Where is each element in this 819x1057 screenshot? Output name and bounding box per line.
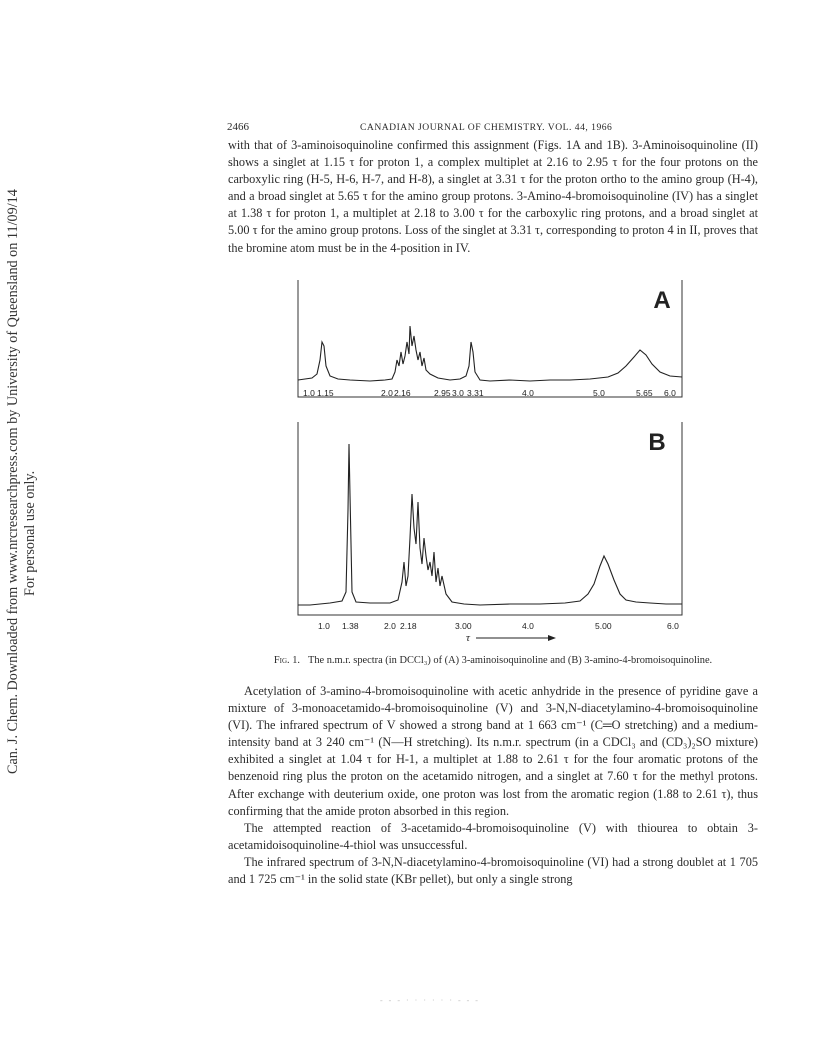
panel-a-label: A (653, 287, 671, 314)
tau-axis-symbol: τ (466, 632, 470, 642)
download-watermark (0, 0, 60, 1057)
journal-title: CANADIAN JOURNAL OF CHEMISTRY. VOL. 44, 1966 (360, 122, 613, 133)
tick-label: 1.0 (303, 388, 315, 398)
page-number: 2466 (227, 121, 249, 133)
tick-label: 2.95 (434, 388, 451, 398)
panel-a (298, 280, 682, 398)
tick-label: 5.65 (636, 388, 653, 398)
tick-label: 2.0 (384, 621, 396, 631)
tick-label: 5.0 (593, 388, 605, 398)
figure-caption (228, 655, 758, 666)
body-text-top (228, 137, 758, 257)
paragraph: The attempted reaction of 3-acetamido-4-bromoisoquinoline (V) with thiourea to obtain 3-acetamidoisoquinoline-4-thiol was unsuccessful. (228, 820, 758, 852)
panel-b-trace (298, 444, 682, 605)
panel-b-frame (298, 422, 682, 615)
personal-use-notice: For personal use only. (22, 470, 38, 596)
paragraph: Acetylation of 3-amino-4-bromoisoquinoline with acetic anhydride in the presence of pyridine gave a mixture of 3-monoacetamido-4-bromoisoquinoline (V) and 3-N,N-diacetylamino-4-bromoisoquinoline (VI). The infrared spectrum of V showed a strong band at 1 663 cm⁻¹ (C═O stretching) and a medium-intensity band at 3 240 cm⁻¹ (N—H stretching). Its n.m.r. spectrum (in a CDCl₃ and (CD₃)₂SO mixture) exhibited a singlet at 1.04 τ for H-1, a multiplet at 1.88 to 2.61 τ for the four aromatic protons of the benzenoid ring plus the proton on the acetamido nitrogen, and a singlet at 7.60 τ for the methyl protons. After exchange with deuterium oxide, one proton was lost from the aromatic region (1.88 to 2.61 τ), thus confirming that the amide proton absorbed in this region. (228, 684, 758, 818)
running-header (227, 121, 756, 135)
tick-label: 3.00 (455, 621, 472, 631)
scan-artifact: - - - · · · · · · - - - (380, 996, 480, 1005)
panel-b (298, 422, 682, 642)
tau-axis-arrowhead (548, 635, 556, 641)
tick-label: 3.0 (452, 388, 464, 398)
tick-label: 2.18 (400, 621, 417, 631)
panel-a-trace (298, 326, 682, 381)
tick-label: 4.0 (522, 388, 534, 398)
panel-a-frame (298, 280, 682, 397)
body-text-bottom (228, 683, 758, 888)
tick-label: 2.16 (394, 388, 411, 398)
tick-label: 3.31 (467, 388, 484, 398)
paragraph: The infrared spectrum of 3-N,N-diacetylamino-4-bromoisoquinoline (VI) had a strong doublet at 1 705 and 1 725 cm⁻¹ in the solid state (KBr pellet), but only a single strong (228, 854, 758, 887)
tick-label: 4.0 (522, 621, 534, 631)
tick-label: 1.0 (318, 621, 330, 631)
figure-caption-label: Fig. 1. (273, 655, 300, 666)
panel-b-label: B (648, 429, 666, 456)
tick-label: 6.0 (667, 621, 679, 631)
paragraph: with that of 3-aminoisoquinoline confirmed this assignment (Figs. 1A and 1B). 3-Aminoisoquinoline (II) shows a singlet at 1.15 τ for proton 1, a complex multiplet at 2.16 to 2.95 τ for the four protons on the carboxylic ring (H-5, H-6, H-7, and H-8), a singlet at 3.31 τ for the proton ortho to the amino group (H-4), and a broad singlet at 5.65 τ for the amino group protons. 3-Amino-4-bromoisoquinoline (IV) has a singlet at 1.38 τ for proton 1, a multiplet at 2.18 to 3.00 τ for the carboxylic ring protons, and a broad singlet at 5.00 τ for the amino group protons. Loss of the singlet at 3.31 τ, corresponding to proton 4 in II, proves that the bromine atom must be in the 4-position in IV. (228, 138, 758, 255)
tick-label: 5.00 (595, 621, 612, 631)
download-notice: Can. J. Chem. Downloaded from www.nrcresearchpress.com by University of Queensland on 11/09/14 (5, 189, 21, 774)
tick-label: 1.38 (342, 621, 359, 631)
tick-label: 6.0 (664, 388, 676, 398)
nmr-spectra-figure (290, 280, 690, 642)
figure-caption-text: The n.m.r. spectra (in DCCl₃) of (A) 3-aminoisoquinoline and (B) 3-amino-4-bromoisoquinoline. (307, 655, 713, 666)
tick-label: 1.15 (317, 388, 334, 398)
panel-b-ticks (318, 621, 679, 631)
tick-label: 2.0 (381, 388, 393, 398)
